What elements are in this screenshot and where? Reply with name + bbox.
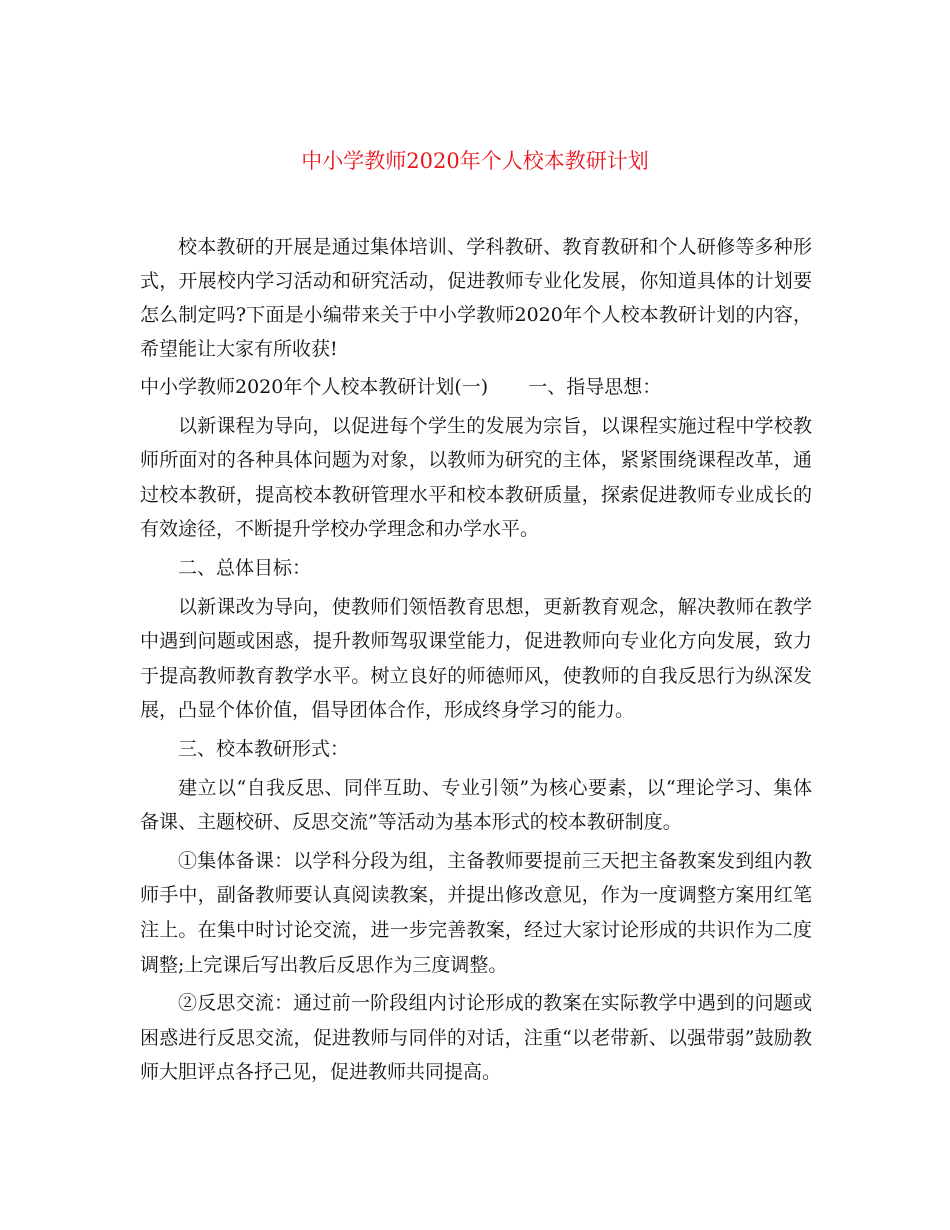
intro-paragraph: 校本教研的开展是通过集体培训、学科教研、教育教研和个人研修等多种形式，开展校内学习活动和研究活动，促进教师专业化发展，你知道具体的计划要怎么制定吗?下面是小编带来关于中小学教师2020年个人校本教研计划的内容，希望能让大家有所收获! xyxy=(140,236,812,360)
section2-body: 以新课改为导向，使教师们领悟教育思想，更新教育观念，解决教师在教学中遇到问题或困惑，提升教师驾驭课堂能力，促进教师向专业化方向发展，致力于提高教师教育教学水平。树立良好的师德师风，使教师的自我反思行为纵深发展，凸显个体价值，倡导团体合作，形成终身学习的能力。 xyxy=(140,595,812,722)
document-title: 中小学教师2020年个人校本教研计划 xyxy=(301,149,649,173)
document-body xyxy=(140,230,812,1094)
section2-heading: 二、总体目标： xyxy=(178,556,312,579)
item-reflection-exchange: ②反思交流：通过前一阶段组内讨论形成的教案在实际教学中遇到的问题或困惑进行反思交流，促进教师与同伴的对话，注重“以老带新、以强带弱”鼓励教师大胆评点各抒己见，促进教师共同提高。 xyxy=(140,992,812,1084)
plan-heading-line xyxy=(140,370,812,405)
section3-body: 建立以“自我反思、同伴互助、专业引领”为核心要素，以“理论学习、集体备课、主题校研、反思交流”等活动为基本形式的校本教研制度。 xyxy=(140,776,812,834)
section3-heading: 三、校本教研形式： xyxy=(178,737,350,760)
item-collective-lesson-prep: ①集体备课：以学科分段为组，主备教师要提前三天把主备教案发到组内教师手中，副备教师要认真阅读教案，并提出修改意见，作为一度调整方案用红笔注上。在集中时讨论交流，进一步完善教案，经过大家讨论形成的共识作为二度调整;上完课后写出教后反思作为三度调整。 xyxy=(140,849,812,976)
plan-heading: 中小学教师2020年个人校本教研计划(一) xyxy=(140,376,489,398)
section1-heading: 一、指导思想： xyxy=(528,376,662,398)
section1-body: 以新课程为导向，以促进每个学生的发展为宗旨，以课程实施过程中学校教师所面对的各种具体问题为对象，以教师为研究的主体，紧紧围绕课程改革，通过校本教研，提高校本教研管理水平和校本教研质量，探索促进教师专业成长的有效途径，不断提升学校办学理念和办学水平。 xyxy=(140,414,812,541)
